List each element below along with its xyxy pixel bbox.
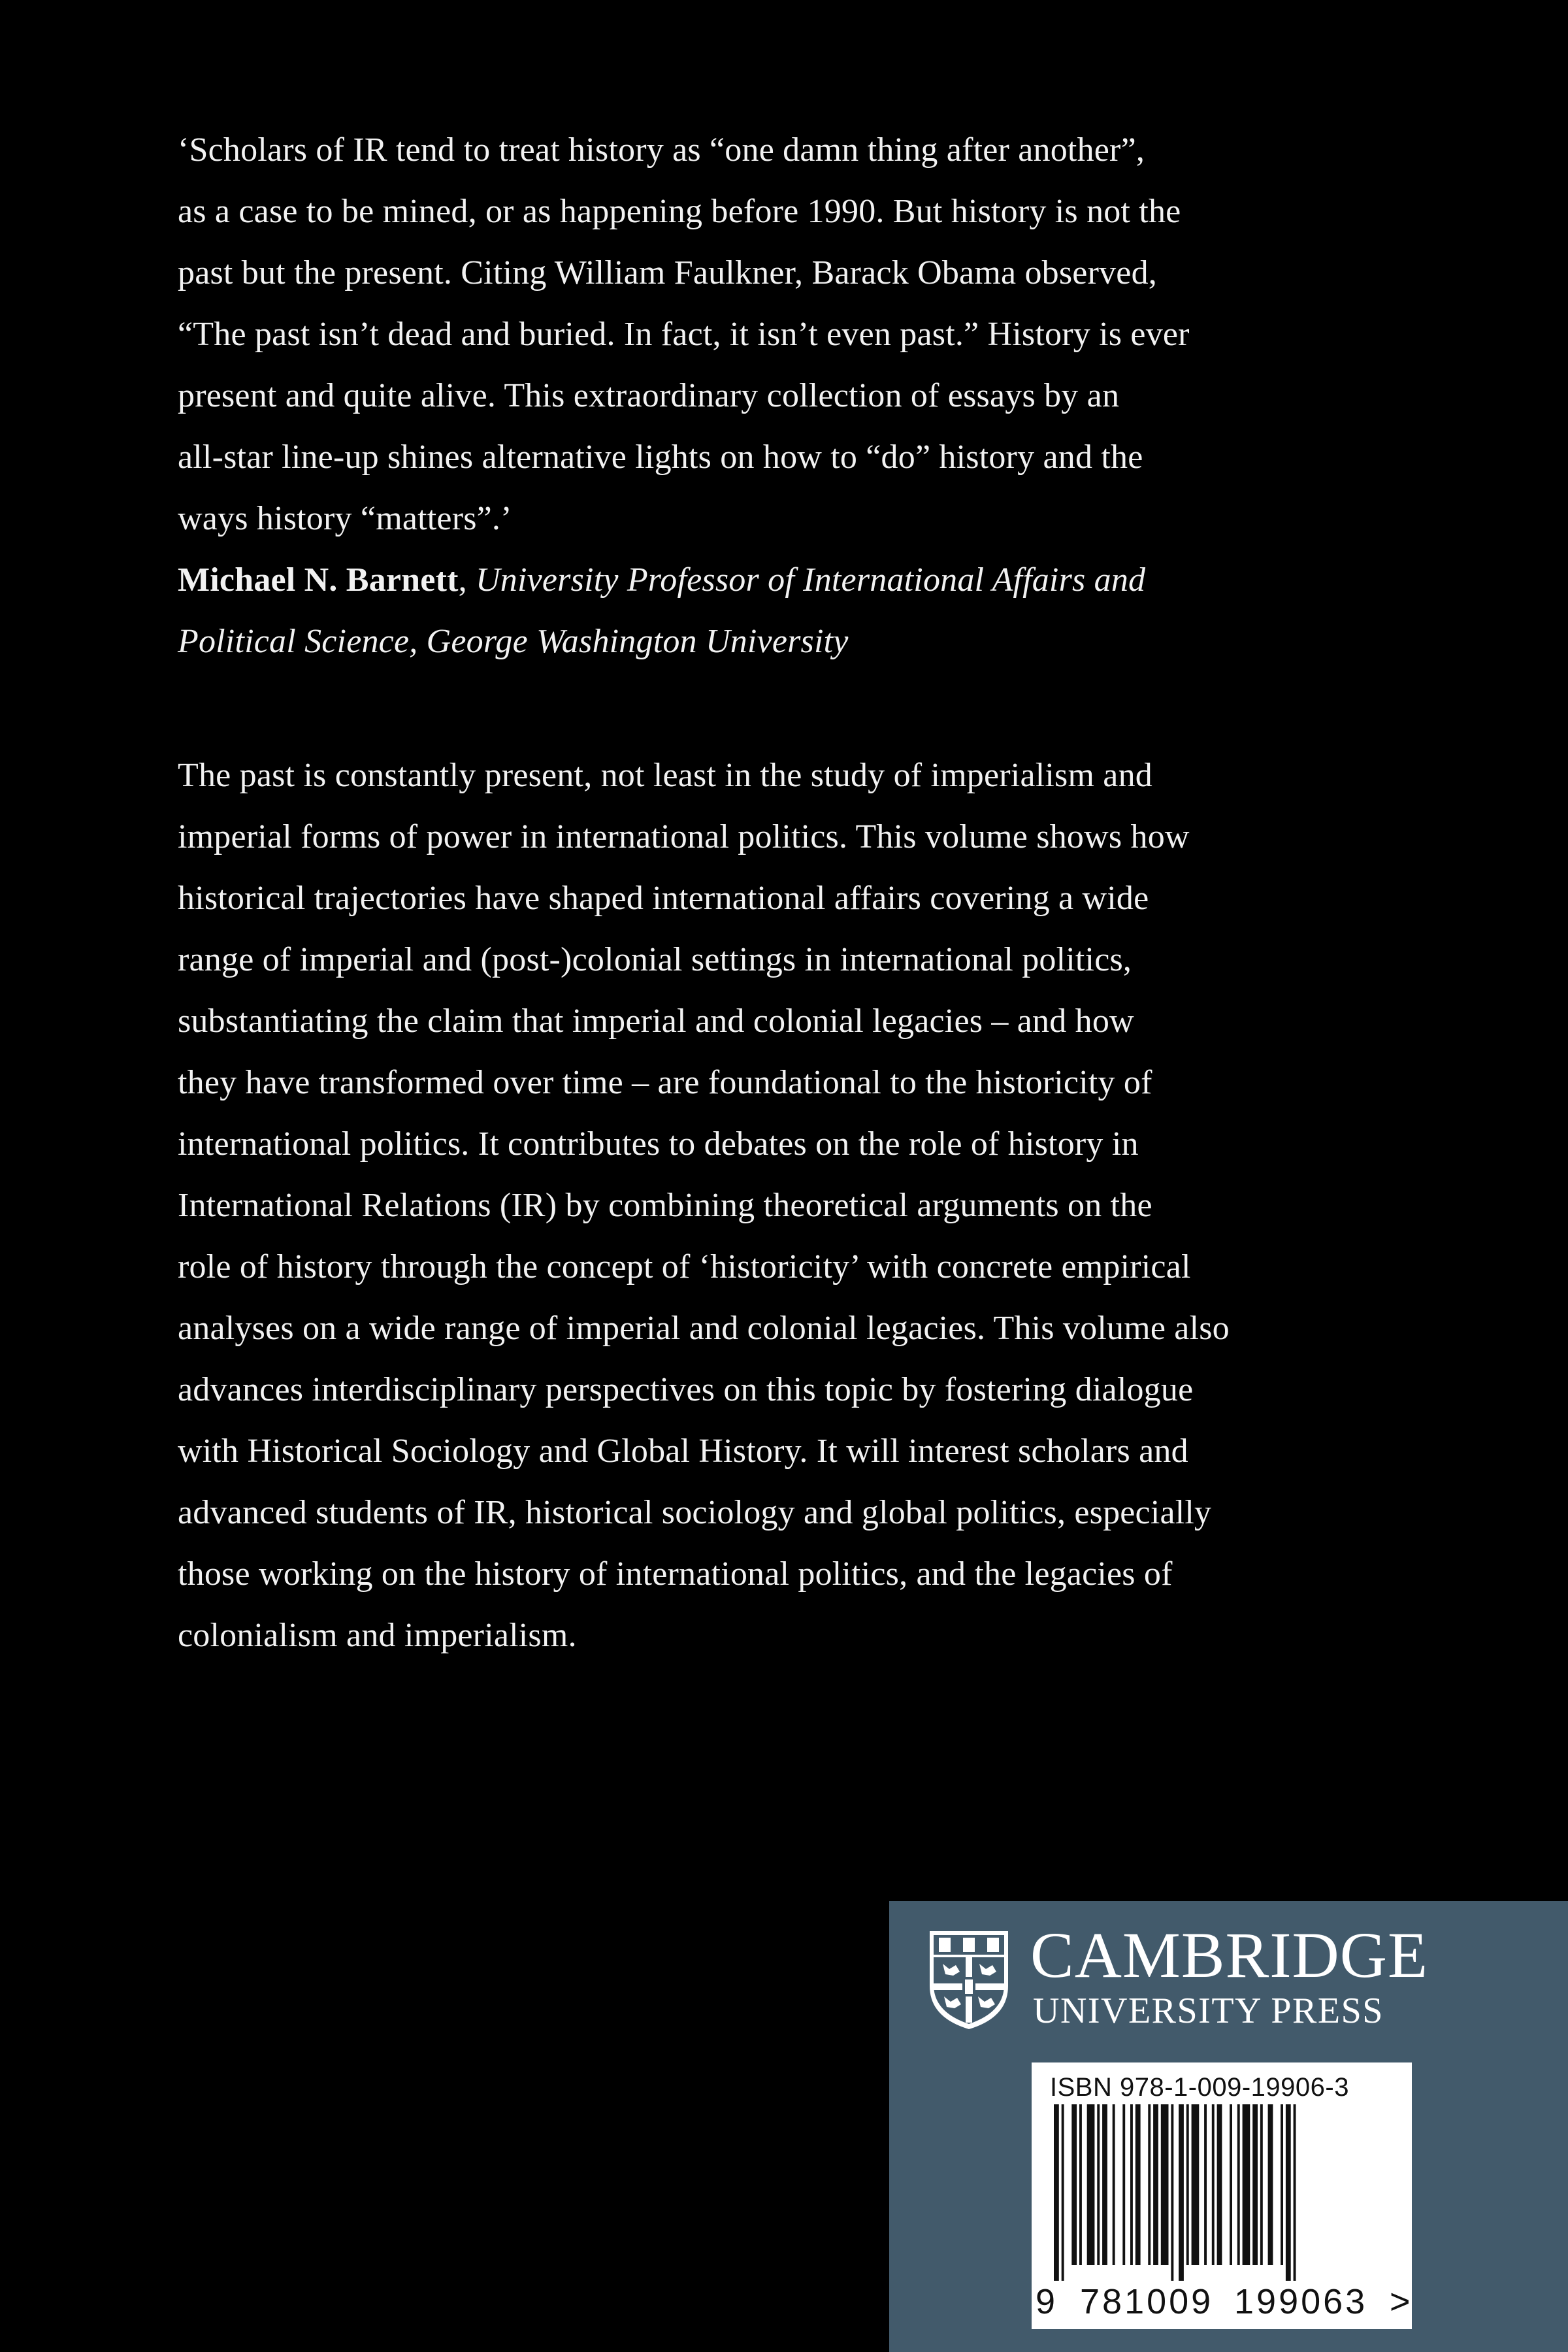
endorsement-quote	[178, 120, 1419, 672]
barcode-bar	[1062, 2104, 1064, 2281]
barcode-digit-first: 9	[1036, 2282, 1056, 2321]
barcode-bar	[1122, 2104, 1125, 2265]
quote-line: present and quite alive. This extraordinary collection of essays by an	[178, 377, 1120, 414]
publisher-panel	[889, 1901, 1568, 2352]
quote-line: all-star line-up shines alternative lights on how to “do” history and the	[178, 439, 1143, 476]
description-line: they have transformed over time – are foundational to the historicity of	[178, 1064, 1152, 1101]
endorser-affiliation: Political Science, George Washington University	[178, 623, 849, 660]
barcode-bar	[1281, 2104, 1283, 2265]
description-line: analyses on a wide range of imperial and colonial legacies. This volume also	[178, 1310, 1230, 1347]
quote-line: past but the present. Citing William Faulkner, Barack Obama observed,	[178, 254, 1157, 291]
cambridge-crest-icon	[927, 1929, 1011, 2032]
barcode-bar	[1252, 2104, 1258, 2265]
barcode-bar	[1161, 2104, 1169, 2265]
barcode-bar	[1186, 2104, 1189, 2265]
description-line: with Historical Sociology and Global History. It will interest scholars and	[178, 1433, 1188, 1470]
barcode-bar	[1171, 2104, 1173, 2281]
barcode-bar	[1130, 2104, 1133, 2265]
book-description	[178, 745, 1419, 1666]
isbn-barcode	[1032, 2062, 1412, 2329]
attribution-separator: ,	[458, 561, 476, 599]
isbn-label: ISBN 978-1-009-19906-3	[1050, 2073, 1349, 2102]
description-line: substantiating the claim that imperial and colonial legacies – and how	[178, 1002, 1134, 1040]
description-line: role of history through the concept of ‘historicity’ with concrete empirical	[178, 1248, 1191, 1285]
barcode-bar	[1113, 2104, 1115, 2265]
description-line: historical trajectories have shaped international affairs covering a wide	[178, 880, 1149, 917]
barcode-bar	[1217, 2104, 1222, 2265]
barcode-digits-left: 781009	[1080, 2282, 1214, 2321]
description-line: The past is constantly present, not least in the study of imperialism and	[178, 757, 1152, 794]
barcode-bar	[1087, 2104, 1095, 2265]
barcode-bar	[1179, 2104, 1184, 2281]
barcode-bar	[1071, 2104, 1077, 2265]
quote-line: ‘Scholars of IR tend to treat history as “one damn thing after another”,	[178, 131, 1145, 169]
barcode-bar	[1243, 2104, 1250, 2265]
publisher-name: CAMBRIDGE	[1030, 1919, 1429, 1991]
barcode-bar	[1097, 2104, 1100, 2265]
description-line: International Relations (IR) by combining theoretical arguments on the	[178, 1187, 1152, 1224]
barcode-arrow: >	[1390, 2282, 1411, 2321]
barcode-bar	[1079, 2104, 1082, 2265]
barcode-bar	[1054, 2104, 1059, 2281]
endorser-name: Michael N. Barnett	[178, 561, 459, 599]
endorser-role: University Professor of International Affairs and	[476, 561, 1146, 599]
description-line: colonialism and imperialism.	[178, 1617, 577, 1654]
description-line: those working on the history of international politics, and the legacies of	[178, 1555, 1173, 1593]
barcode-bar	[1153, 2104, 1158, 2265]
barcode-digits	[1032, 2282, 1412, 2321]
quote-line: ways history “matters”.’	[178, 500, 512, 537]
description-line: imperial forms of power in international politics. This volume shows how	[178, 818, 1190, 855]
barcode-bar	[1294, 2104, 1296, 2281]
publisher-subname: UNIVERSITY PRESS	[1033, 1991, 1384, 2031]
description-line: advances interdisciplinary perspectives on this topic by fostering dialogue	[178, 1371, 1194, 1408]
barcode-bar	[1230, 2104, 1232, 2265]
description-line: international politics. It contributes to debates on the role of history in	[178, 1125, 1139, 1163]
barcode-bar	[1237, 2104, 1240, 2265]
barcode-bar	[1148, 2104, 1151, 2265]
quote-line: as a case to be mined, or as happening before 1990. But history is not the	[178, 193, 1181, 230]
endorsement-attribution	[178, 550, 1419, 611]
barcode-bar	[1268, 2104, 1273, 2265]
quote-line: “The past isn’t dead and buried. In fact, it isn’t even past.” History is ever	[178, 316, 1190, 353]
barcode-bars	[1050, 2104, 1396, 2281]
barcode-bar	[1135, 2104, 1141, 2265]
barcode-bar	[1286, 2104, 1291, 2281]
barcode-bar	[1212, 2104, 1215, 2265]
barcode-bar	[1192, 2104, 1200, 2265]
barcode-digits-right: 199063	[1234, 2282, 1368, 2321]
description-line: range of imperial and (post-)colonial settings in international politics,	[178, 941, 1132, 978]
barcode-bar	[1102, 2104, 1107, 2265]
description-line: advanced students of IR, historical sociology and global politics, especially	[178, 1494, 1212, 1531]
barcode-bar	[1260, 2104, 1263, 2265]
barcode-bar	[1204, 2104, 1207, 2265]
